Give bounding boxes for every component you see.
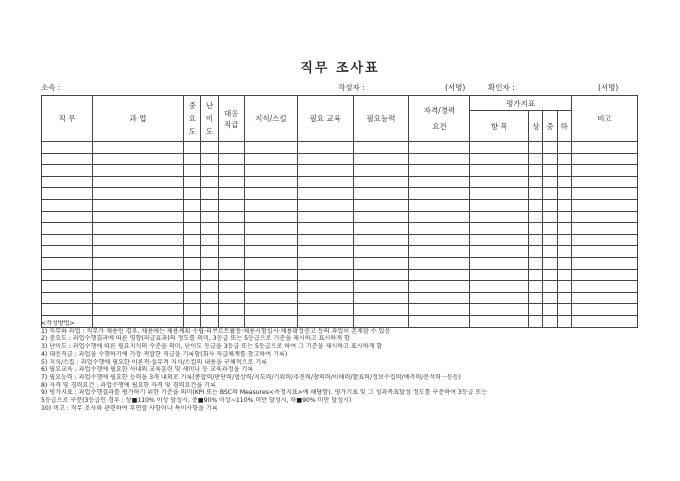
table-cell[interactable]	[353, 142, 409, 154]
table-cell[interactable]	[529, 304, 543, 316]
table-cell[interactable]	[557, 153, 571, 165]
table-cell[interactable]	[218, 257, 244, 269]
table-cell[interactable]	[470, 281, 529, 293]
table-cell[interactable]	[201, 176, 218, 188]
table-cell[interactable]	[353, 304, 409, 316]
table-cell[interactable]	[557, 246, 571, 258]
table-cell[interactable]	[353, 269, 409, 281]
table-cell[interactable]	[92, 153, 183, 165]
table-cell[interactable]	[92, 269, 183, 281]
table-cell[interactable]	[409, 199, 470, 211]
table-cell[interactable]	[218, 153, 244, 165]
table-cell[interactable]	[529, 176, 543, 188]
table-cell[interactable]	[571, 234, 637, 246]
table-cell[interactable]	[557, 281, 571, 293]
table-cell[interactable]	[409, 292, 470, 304]
table-cell[interactable]	[218, 304, 244, 316]
table-cell[interactable]	[529, 246, 543, 258]
table-cell[interactable]	[571, 199, 637, 211]
header-mid: 중	[543, 111, 557, 142]
table-cell[interactable]	[571, 188, 637, 200]
note-line: 10) 비고 : 직무 조사와 관련하여 부연할 사항이나 특이사항을 기록	[41, 404, 218, 412]
table-cell[interactable]	[297, 188, 353, 200]
table-cell[interactable]	[42, 188, 93, 200]
table-cell[interactable]	[409, 269, 470, 281]
dept-label: 소속 :	[41, 83, 61, 92]
table-cell[interactable]	[470, 176, 529, 188]
table-cell[interactable]	[184, 246, 201, 258]
table-cell[interactable]	[92, 211, 183, 223]
table-cell[interactable]	[353, 153, 409, 165]
table-cell[interactable]	[201, 199, 218, 211]
note-line: 9) 평가지표 : 과업수행결과를 평가하기 위한 기준을 의미(KPI 또는 BSC의 Measures<측정지표>에 해당함). 평가기표 및 그 성과목표달성 정도를 구분하여 3등급 또는	[41, 389, 488, 397]
table-cell[interactable]	[470, 211, 529, 223]
table-cell[interactable]	[245, 142, 298, 154]
table-cell[interactable]	[571, 304, 637, 316]
table-cell[interactable]	[297, 211, 353, 223]
table-cell[interactable]	[470, 223, 529, 235]
table-cell[interactable]	[201, 153, 218, 165]
table-cell[interactable]	[297, 281, 353, 293]
job-survey-table	[41, 95, 638, 328]
table-cell[interactable]	[201, 257, 218, 269]
table-cell[interactable]	[409, 165, 470, 177]
table-cell[interactable]	[297, 165, 353, 177]
table-cell[interactable]	[571, 246, 637, 258]
table-cell[interactable]	[42, 211, 93, 223]
table-cell[interactable]	[184, 223, 201, 235]
table-cell[interactable]	[184, 153, 201, 165]
table-cell[interactable]	[245, 269, 298, 281]
table-cell[interactable]	[543, 188, 557, 200]
note-line: 7) 필요능력 : 과업수행에 필요한 능력을 3개 내외로 기록(종합력/판단력/협상력/지도력/기획력/추진력/창의력/이해력/발표력/정보수집력/예측력/분석력···등등)	[41, 373, 461, 381]
table-cell[interactable]	[245, 281, 298, 293]
table-cell[interactable]	[218, 269, 244, 281]
table-cell[interactable]	[42, 223, 93, 235]
table-cell[interactable]	[42, 234, 93, 246]
table-cell[interactable]	[92, 165, 183, 177]
table-cell[interactable]	[297, 223, 353, 235]
note-line: 1) 직무와 과업 : 직무가 채용인 경우, 채용에는 채용계획 수립·리쿠르트활동·채용시험실시·채용확정공고 등의 과업이 존재할 수 있음	[41, 327, 391, 335]
table-cell[interactable]	[245, 292, 298, 304]
table-cell[interactable]	[184, 176, 201, 188]
table-cell[interactable]	[245, 153, 298, 165]
table-cell[interactable]	[245, 234, 298, 246]
table-row	[42, 199, 638, 211]
table-cell[interactable]	[92, 199, 183, 211]
table-cell[interactable]	[184, 269, 201, 281]
header-qualification: 자격/경력 요건	[409, 96, 470, 142]
note-line: 5등급으로 구분(3등급인 경우 : 상■110% 이상 달성시, 중■90% 이상~110% 미만 달성시, 하■90% 미만 달성시)	[41, 397, 352, 405]
table-cell[interactable]	[543, 199, 557, 211]
table-cell[interactable]	[42, 257, 93, 269]
table-cell[interactable]	[92, 234, 183, 246]
table-cell[interactable]	[409, 211, 470, 223]
table-cell[interactable]	[529, 199, 543, 211]
table-cell[interactable]	[297, 257, 353, 269]
table-cell[interactable]	[409, 223, 470, 235]
table-cell[interactable]	[353, 281, 409, 293]
table-cell[interactable]	[245, 211, 298, 223]
table-cell[interactable]	[571, 153, 637, 165]
table-cell[interactable]	[245, 304, 298, 316]
table-cell[interactable]	[92, 246, 183, 258]
table-cell[interactable]	[201, 304, 218, 316]
table-cell[interactable]	[353, 211, 409, 223]
table-cell[interactable]	[557, 211, 571, 223]
table-cell[interactable]	[529, 165, 543, 177]
table-row	[42, 269, 638, 281]
table-cell[interactable]	[557, 223, 571, 235]
table-cell[interactable]	[218, 199, 244, 211]
table-cell[interactable]	[245, 246, 298, 258]
table-cell[interactable]	[297, 142, 353, 154]
table-cell[interactable]	[543, 257, 557, 269]
table-cell[interactable]	[470, 153, 529, 165]
confirmer-sign: (서명)	[598, 83, 619, 92]
table-cell[interactable]	[92, 281, 183, 293]
table-cell[interactable]	[409, 304, 470, 316]
header-task: 과 업	[92, 96, 183, 142]
table-cell[interactable]	[470, 142, 529, 154]
table-cell[interactable]	[201, 142, 218, 154]
table-cell[interactable]	[42, 246, 93, 258]
table-cell[interactable]	[409, 234, 470, 246]
note-line: 5) 지식/스킬 : 과업수행에 필요한 이론적·실무적 지식/스킬의 내용을 구체적으로 기록	[41, 358, 268, 366]
table-cell[interactable]	[184, 257, 201, 269]
table-cell[interactable]	[571, 281, 637, 293]
table-cell[interactable]	[543, 304, 557, 316]
table-cell[interactable]	[571, 211, 637, 223]
table-cell[interactable]	[353, 176, 409, 188]
table-cell[interactable]	[571, 292, 637, 304]
table-cell[interactable]	[92, 142, 183, 154]
table-cell[interactable]	[470, 165, 529, 177]
table-cell[interactable]	[218, 165, 244, 177]
table-cell[interactable]	[571, 176, 637, 188]
table-cell[interactable]	[297, 246, 353, 258]
table-cell[interactable]	[297, 153, 353, 165]
table-cell[interactable]	[557, 269, 571, 281]
table-cell[interactable]	[42, 142, 93, 154]
table-cell[interactable]	[42, 165, 93, 177]
table-cell[interactable]	[245, 199, 298, 211]
header-training: 필요 교육	[297, 96, 353, 142]
table-cell[interactable]	[184, 304, 201, 316]
table-cell[interactable]	[409, 281, 470, 293]
header-duty: 직 무	[42, 96, 93, 142]
table-cell[interactable]	[409, 188, 470, 200]
table-cell[interactable]	[470, 234, 529, 246]
table-cell[interactable]	[92, 304, 183, 316]
table-cell[interactable]	[184, 188, 201, 200]
note-line: 3) 난이도 : 과업수행에 따른 필요지식의 수준을 의미, 난이도 등급을 3등급 또는 5등급으로 하여 그 기준을 제시하고 표시하게 함	[41, 343, 383, 351]
table-cell[interactable]	[571, 269, 637, 281]
table-cell[interactable]	[184, 199, 201, 211]
table-cell[interactable]	[543, 234, 557, 246]
table-cell[interactable]	[470, 188, 529, 200]
table-cell[interactable]	[529, 142, 543, 154]
table-cell[interactable]	[297, 234, 353, 246]
table-cell[interactable]	[92, 257, 183, 269]
table-cell[interactable]	[92, 188, 183, 200]
table-cell[interactable]	[353, 257, 409, 269]
table-cell[interactable]	[297, 304, 353, 316]
table-cell[interactable]	[571, 165, 637, 177]
table-cell[interactable]	[470, 292, 529, 304]
table-cell[interactable]	[297, 269, 353, 281]
table-cell[interactable]	[245, 188, 298, 200]
table-cell[interactable]	[557, 292, 571, 304]
header-rank: 대응 직급	[218, 96, 244, 142]
table-row	[42, 176, 638, 188]
table-cell[interactable]	[218, 176, 244, 188]
note-heading: <작성방법>	[41, 320, 75, 327]
table-cell[interactable]	[409, 246, 470, 258]
table-cell[interactable]	[557, 188, 571, 200]
table-cell[interactable]	[42, 281, 93, 293]
table-cell[interactable]	[218, 281, 244, 293]
table-cell[interactable]	[543, 292, 557, 304]
table-cell[interactable]	[543, 211, 557, 223]
table-cell[interactable]	[245, 165, 298, 177]
table-row	[42, 292, 638, 304]
table-row	[42, 165, 638, 177]
table-cell[interactable]	[201, 269, 218, 281]
table-cell[interactable]	[529, 153, 543, 165]
header-item: 항 목	[470, 111, 529, 142]
table-cell[interactable]	[470, 304, 529, 316]
table-cell[interactable]	[353, 223, 409, 235]
table-cell[interactable]	[184, 292, 201, 304]
table-cell[interactable]	[557, 142, 571, 154]
table-cell[interactable]	[201, 281, 218, 293]
table-row	[42, 223, 638, 235]
table-row	[42, 304, 638, 316]
table-cell[interactable]	[42, 153, 93, 165]
header-difficulty: 난 이 도	[201, 96, 218, 142]
table-cell[interactable]	[184, 142, 201, 154]
table-cell[interactable]	[557, 304, 571, 316]
table-row	[42, 234, 638, 246]
note-line: 4) 대응직급 : 과업을 수행하기에 가장 적합한 직급을 기록함(회사 직급체계를 참고하여 기록)	[41, 350, 288, 358]
table-cell[interactable]	[218, 211, 244, 223]
table-cell[interactable]	[184, 234, 201, 246]
table-cell[interactable]	[218, 292, 244, 304]
table-row	[42, 142, 638, 154]
table-cell[interactable]	[201, 165, 218, 177]
table-cell[interactable]	[42, 176, 93, 188]
table-cell[interactable]	[529, 292, 543, 304]
table-cell[interactable]	[353, 246, 409, 258]
table-cell[interactable]	[557, 234, 571, 246]
table-cell[interactable]	[245, 257, 298, 269]
header-evaluation: 평가지표	[470, 96, 572, 111]
table-cell[interactable]	[557, 165, 571, 177]
table-cell[interactable]	[353, 188, 409, 200]
writer-label: 작성자 :	[338, 83, 365, 92]
table-cell[interactable]	[184, 281, 201, 293]
table-cell[interactable]	[409, 142, 470, 154]
table-cell[interactable]	[353, 199, 409, 211]
table-cell[interactable]	[529, 269, 543, 281]
table-cell[interactable]	[557, 176, 571, 188]
table-cell[interactable]	[201, 292, 218, 304]
table-cell[interactable]	[543, 269, 557, 281]
table-cell[interactable]	[297, 292, 353, 304]
table-cell[interactable]	[529, 188, 543, 200]
table-cell[interactable]	[529, 234, 543, 246]
note-line: 2) 중요도 : 과업수행결과에 따른 영향(파급효과)의 정도를 의미, 3등급 또는 5등급으로 기준을 제시하고 표시하게 함	[41, 335, 350, 343]
table-cell[interactable]	[557, 257, 571, 269]
table-cell[interactable]	[201, 211, 218, 223]
table-cell[interactable]	[543, 165, 557, 177]
table-cell[interactable]	[42, 269, 93, 281]
table-row	[42, 188, 638, 200]
page-title: 직무 조사표	[300, 61, 380, 76]
table-cell[interactable]	[543, 176, 557, 188]
note-line: 8) 자격 및 경력요건 : 과업수행에 필요한 자격 및 경력요건을 기록	[41, 381, 216, 389]
header-importance: 중 요 도	[184, 96, 201, 142]
table-cell[interactable]	[571, 223, 637, 235]
table-cell[interactable]	[353, 165, 409, 177]
table-cell[interactable]	[543, 223, 557, 235]
table-row	[42, 257, 638, 269]
header-knowledge: 지식/스킬	[245, 96, 298, 142]
table-cell[interactable]	[42, 304, 93, 316]
table-cell[interactable]	[543, 142, 557, 154]
table-cell[interactable]	[201, 246, 218, 258]
table-cell[interactable]	[201, 234, 218, 246]
table-row	[42, 153, 638, 165]
table-cell[interactable]	[245, 223, 298, 235]
table-row	[42, 246, 638, 258]
header-low: 하	[557, 111, 571, 142]
table-cell[interactable]	[470, 257, 529, 269]
table-cell[interactable]	[218, 142, 244, 154]
table-cell[interactable]	[470, 199, 529, 211]
table-cell[interactable]	[218, 246, 244, 258]
table-cell[interactable]	[353, 292, 409, 304]
table-cell[interactable]	[218, 234, 244, 246]
table-cell[interactable]	[184, 165, 201, 177]
table-cell[interactable]	[409, 153, 470, 165]
table-cell[interactable]	[543, 153, 557, 165]
table-row	[42, 211, 638, 223]
table-cell[interactable]	[201, 188, 218, 200]
table-cell[interactable]	[470, 269, 529, 281]
writing-instructions	[41, 320, 641, 412]
table-cell[interactable]	[409, 176, 470, 188]
table-row	[42, 281, 638, 293]
table-cell[interactable]	[543, 246, 557, 258]
table-cell[interactable]	[92, 176, 183, 188]
table-cell[interactable]	[470, 246, 529, 258]
table-cell[interactable]	[245, 176, 298, 188]
confirmer-label: 확인자 :	[488, 83, 515, 92]
table-cell[interactable]	[42, 292, 93, 304]
table-cell[interactable]	[571, 142, 637, 154]
table-cell[interactable]	[184, 211, 201, 223]
table-cell[interactable]	[529, 223, 543, 235]
table-cell[interactable]	[571, 257, 637, 269]
table-cell[interactable]	[42, 199, 93, 211]
table-cell[interactable]	[201, 223, 218, 235]
table-cell[interactable]	[297, 176, 353, 188]
table-cell[interactable]	[529, 211, 543, 223]
table-cell[interactable]	[353, 234, 409, 246]
table-cell[interactable]	[557, 199, 571, 211]
table-cell[interactable]	[543, 281, 557, 293]
table-cell[interactable]	[218, 223, 244, 235]
note-line: 6) 필요교육 : 과업수행에 필요한 사내외 교육훈련 및 세미나 등 교육과정을 기록	[41, 366, 254, 374]
header-ability: 필요능력	[353, 96, 409, 142]
table-cell[interactable]	[297, 199, 353, 211]
header-high: 상	[529, 111, 543, 142]
table-cell[interactable]	[218, 188, 244, 200]
header-remarks: 비고	[571, 96, 637, 142]
table-cell[interactable]	[92, 223, 183, 235]
table-cell[interactable]	[529, 281, 543, 293]
table-cell[interactable]	[409, 257, 470, 269]
writer-sign: (서명)	[445, 83, 466, 92]
table-cell[interactable]	[529, 257, 543, 269]
table-cell[interactable]	[92, 292, 183, 304]
